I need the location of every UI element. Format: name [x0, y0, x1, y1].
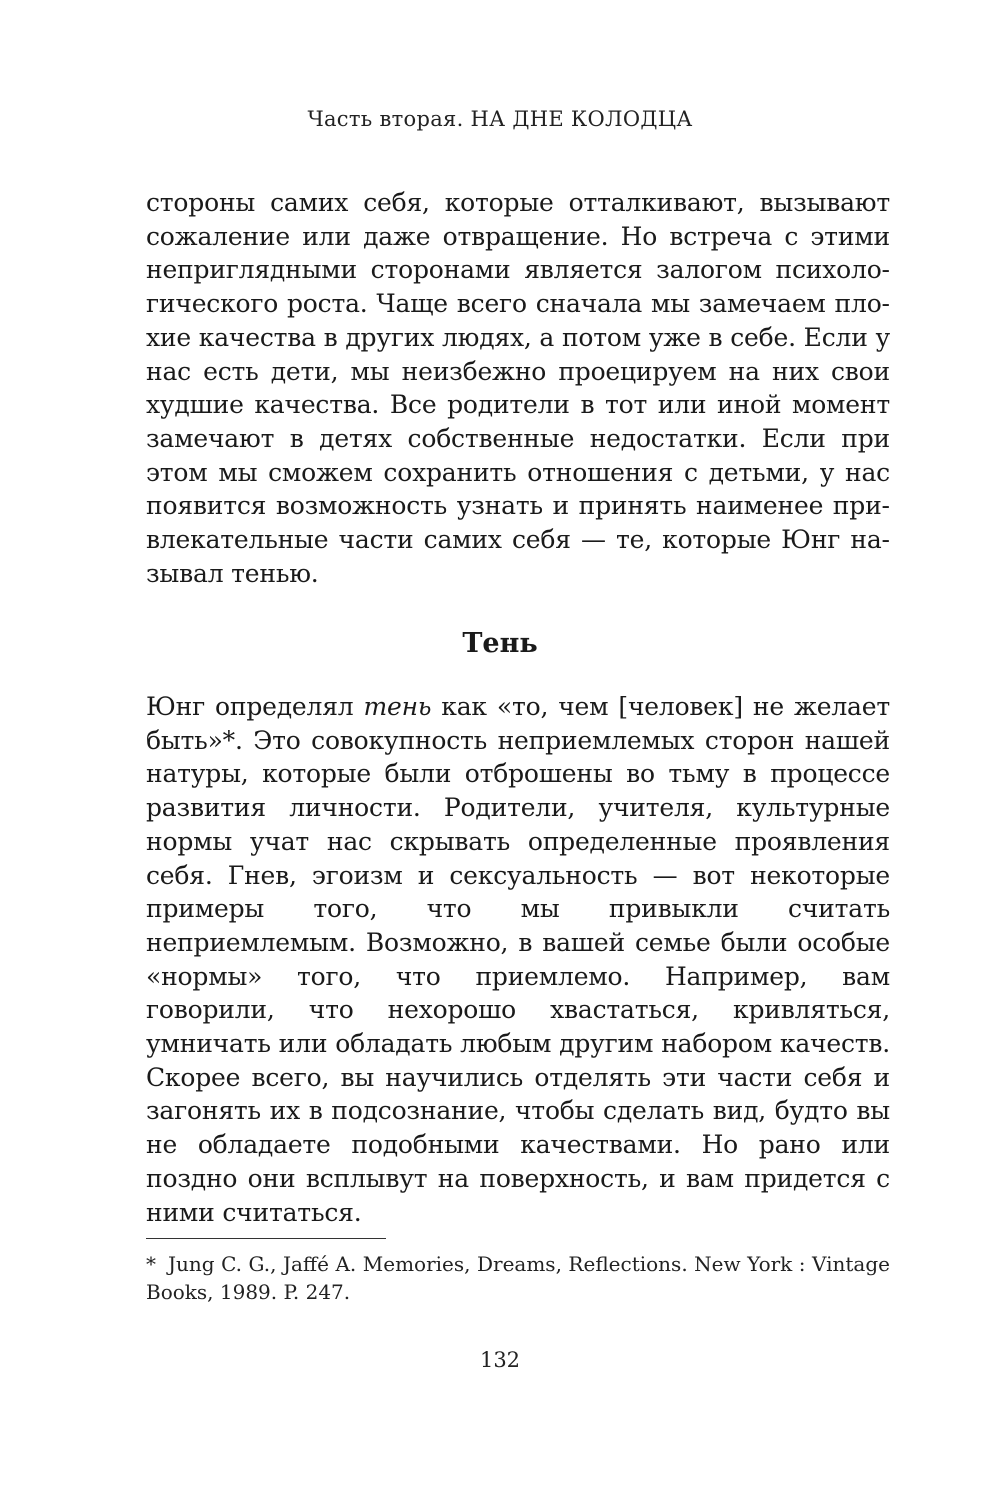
- footnote-mark: *: [146, 1252, 156, 1276]
- footnote-divider: [146, 1238, 386, 1239]
- running-head: Часть вторая. НА ДНЕ КОЛОДЦА: [307, 107, 693, 131]
- page-number: 132: [479, 1348, 521, 1372]
- paragraph-2-rest: как «то, чем [человек] не желает быть»*. Это совокупность неприемлемых сторон нашей натуры, которые были отброшены во тьму в процессе развития личности. Родители, учителя, культурные нормы учат нас скрывать определенные проявления себя. Гнев, эгоизм и сексуальность — вот некоторые примеры того, что мы привыкли считать неприемлемым. Возможно, в вашей семье были особые «нормы» того, что приемлемо. Например, вам говорили, что нехорошо хвастаться, кривляться, умничать или обладать любым другим набором качеств. Скорее всего, вы научились отделять эти части себя и загонять их в подсознание, чтобы сделать вид, будто вы не обладаете подобными качествами. Но рано или поздно они всплывут на поверхность, и вам придется с ними считаться.: [146, 692, 890, 1227]
- section-heading: Тень: [462, 628, 538, 659]
- paragraph-1: стороны самих себя, которые отталкивают, вызывают сожаление или даже отвращение. Но встреча с этими неприглядными сторонами является залогом психологического роста. Чаще всего сначала мы замечаем плохие качества в других людях, а потом уже в себе. Если у нас есть дети, мы неизбежно проецируем на них свои худшие качества. Все родители в тот или иной момент замечают в детях собственные недостатки. Если при этом мы сможем сохранить отношения с детьми, у нас появится возможность узнать и принять наименее привлекательные части самих себя — те, которые Юнг называл тенью.: [146, 188, 890, 588]
- footnote-text: Jung C. G., Jaffé A. Memories, Dreams, Reflections. New York : Vintage Books, 1989. P. 247.: [146, 1252, 890, 1304]
- paragraph-2-start: Юнг определял: [146, 692, 364, 721]
- footnote: [146, 1250, 890, 1306]
- italic-term: тень: [363, 692, 432, 721]
- paragraph-2: [146, 690, 890, 1229]
